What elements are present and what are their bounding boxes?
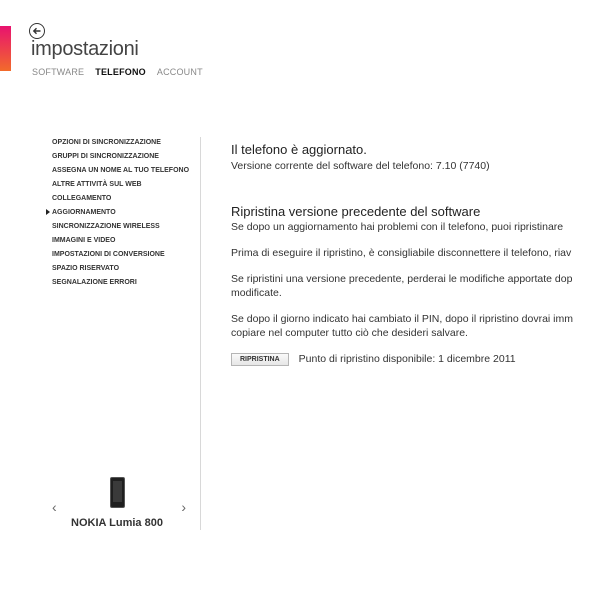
- chevron-right-icon[interactable]: ›: [181, 499, 186, 515]
- restore-paragraph-1: Se dopo un aggiornamento hai problemi con il telefono, puoi ripristinare: [231, 221, 564, 233]
- sidebar-item-collegamento[interactable]: COLLEGAMENTO: [52, 195, 112, 202]
- restore-section-title: Ripristina versione precedente del software: [231, 204, 481, 219]
- restore-paragraph-3-line-2: modificate.: [231, 287, 282, 299]
- chevron-left-icon[interactable]: ‹: [52, 499, 57, 515]
- phone-image: [110, 477, 125, 508]
- restore-point-text: Punto di ripristino disponibile: 1 dicembre 2011: [298, 353, 516, 365]
- restore-button[interactable]: RIPRISTINA: [231, 353, 289, 366]
- restore-paragraph-4-line-2: copiare nel computer tutto ciò che desideri salvare.: [231, 327, 468, 339]
- vertical-divider: [200, 137, 201, 530]
- back-button[interactable]: [29, 23, 45, 39]
- sidebar-item-opzioni-sincronizzazione[interactable]: OPZIONI DI SINCRONIZZAZIONE: [52, 139, 161, 146]
- sidebar-item-sincronizzazione-wireless[interactable]: SINCRONIZZAZIONE WIRELESS: [52, 223, 160, 230]
- restore-paragraph-2: Prima di eseguire il ripristino, è consigliabile disconnettere il telefono, riav: [231, 247, 572, 259]
- page-title: impostazioni: [31, 38, 139, 60]
- sidebar-item-segnalazione-errori[interactable]: SEGNALAZIONE ERRORI: [52, 279, 137, 286]
- restore-row: [231, 352, 600, 366]
- sidebar-item-impostazioni-conversione[interactable]: IMPOSTAZIONI DI CONVERSIONE: [52, 251, 165, 258]
- update-status-title: Il telefono è aggiornato.: [231, 142, 367, 157]
- accent-bar: [0, 26, 11, 71]
- top-tabs: [32, 67, 203, 77]
- settings-sidebar: [52, 138, 192, 292]
- restore-paragraph-3-line-1: Se ripristini una versione precedente, perderai le modifiche apportate dop: [231, 273, 573, 285]
- main-content: [231, 142, 600, 366]
- phone-name: NOKIA Lumia 800: [71, 517, 163, 529]
- sidebar-item-assegna-nome[interactable]: ASSEGNA UN NOME AL TUO TELEFONO: [52, 167, 190, 174]
- tab-software[interactable]: SOFTWARE: [32, 67, 85, 77]
- sidebar-item-altre-attivita-web[interactable]: ALTRE ATTIVITÀ SUL WEB: [52, 181, 142, 188]
- tab-account[interactable]: ACCOUNT: [156, 67, 203, 77]
- phone-selector: [52, 476, 190, 536]
- sidebar-item-gruppi-sincronizzazione[interactable]: GRUPPI DI SINCRONIZZAZIONE: [52, 153, 159, 160]
- sidebar-item-spazio-riservato[interactable]: SPAZIO RISERVATO: [52, 265, 120, 272]
- back-arrow-icon: [32, 26, 42, 36]
- sidebar-item-immagini-video[interactable]: IMMAGINI E VIDEO: [52, 237, 116, 244]
- current-version-text: Versione corrente del software del telefono: 7.10 (7740): [231, 160, 490, 172]
- sidebar-item-aggiornamento[interactable]: AGGIORNAMENTO: [52, 208, 192, 218]
- tab-telefono[interactable]: TELEFONO: [95, 67, 146, 77]
- restore-paragraph-4-line-1: Se dopo il giorno indicato hai cambiato il PIN, dopo il ripristino dovrai imm: [231, 313, 573, 325]
